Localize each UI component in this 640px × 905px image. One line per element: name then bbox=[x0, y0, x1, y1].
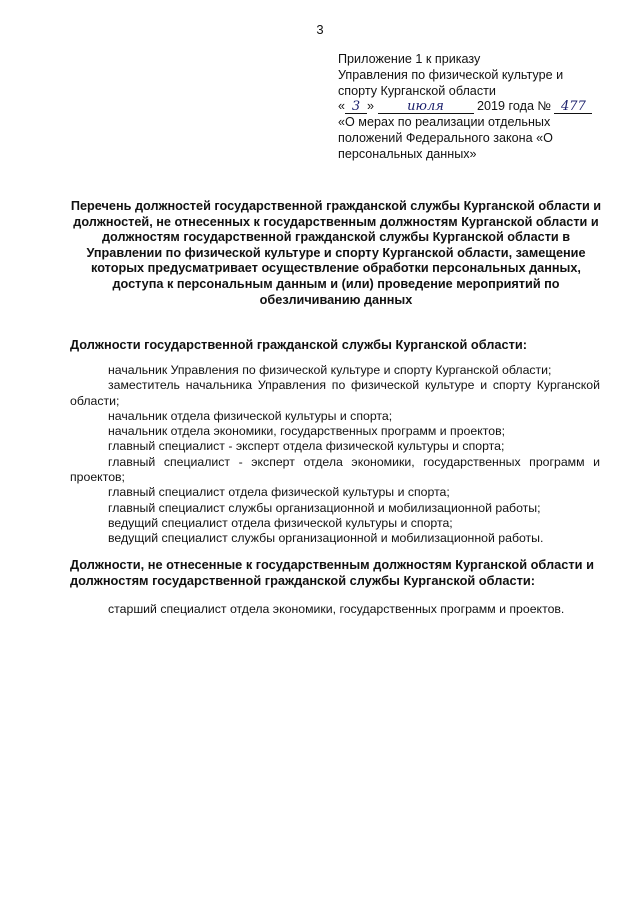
appendix-date-line bbox=[338, 99, 628, 115]
order-number-handwritten: 477 bbox=[554, 100, 592, 114]
appendix-line-5: «О мерах по реализации отдельных bbox=[338, 115, 551, 130]
document-title: Перечень должностей государственной гражданской службы Курганской области и должностей, не отнесенных к государственным должностям Курганской области и должностям государственной гражданской службы Курганской области в Управлении по физической культуре и спорту Курганской области, замещение которых предусматривает осуществление обработки персональных данных, доступа к персональным данным и (или) проведение мероприятий по обезличиванию данных bbox=[70, 199, 602, 307]
date-month-handwritten: июля bbox=[378, 100, 474, 114]
date-day-handwritten: 3 bbox=[345, 100, 367, 114]
list-item: старший специалист отдела экономики, государственных программ и проектов. bbox=[108, 602, 565, 616]
appendix-header bbox=[338, 52, 628, 163]
date-close-quote: » bbox=[367, 99, 375, 114]
list-item: заместитель начальника Управления по физической культуре и спорту Курганской области; bbox=[70, 378, 600, 408]
appendix-line-7: персональных данных» bbox=[338, 146, 477, 161]
list-item: начальник Управления по физической культуре и спорту Курганской области; bbox=[108, 363, 552, 377]
date-open-quote: « bbox=[338, 99, 346, 114]
list-item: главный специалист отдела физической культуры и спорта; bbox=[108, 485, 450, 500]
list-item: главный специалист - эксперт отдела экономики, государственных программ и проектов; bbox=[70, 454, 600, 485]
appendix-line-3: спорту Курганской области bbox=[338, 83, 496, 98]
section-1-list bbox=[70, 363, 600, 547]
date-year-text: 2019 года № bbox=[477, 99, 551, 114]
appendix-line-1: Приложение 1 к приказу bbox=[338, 52, 481, 66]
section-1-heading: Должности государственной гражданской службы Курганской области: bbox=[70, 337, 528, 352]
page-number: 3 bbox=[316, 22, 324, 37]
list-item: ведущий специалист службы организационной и мобилизационной работы. bbox=[108, 531, 544, 546]
list-item: начальник отдела экономики, государственных программ и проектов; bbox=[108, 424, 506, 439]
list-item: ведущий специалист отдела физической культуры и спорта; bbox=[108, 515, 453, 530]
appendix-line-6: положений Федерального закона «О bbox=[338, 130, 553, 145]
list-item: главный специалист - эксперт отдела физической культуры и спорта; bbox=[108, 439, 505, 454]
appendix-line-2: Управления по физической культуре и bbox=[338, 67, 564, 82]
list-item: главный специалист службы организационной и мобилизационной работы; bbox=[108, 500, 541, 515]
section-2-heading: Должности, не отнесенные к государственным должностям Курганской области и должностям государственной гражданской службы Курганской области: bbox=[70, 557, 594, 588]
section-2-list bbox=[70, 602, 600, 617]
list-item: начальник отдела физической культуры и спорта; bbox=[108, 408, 393, 423]
